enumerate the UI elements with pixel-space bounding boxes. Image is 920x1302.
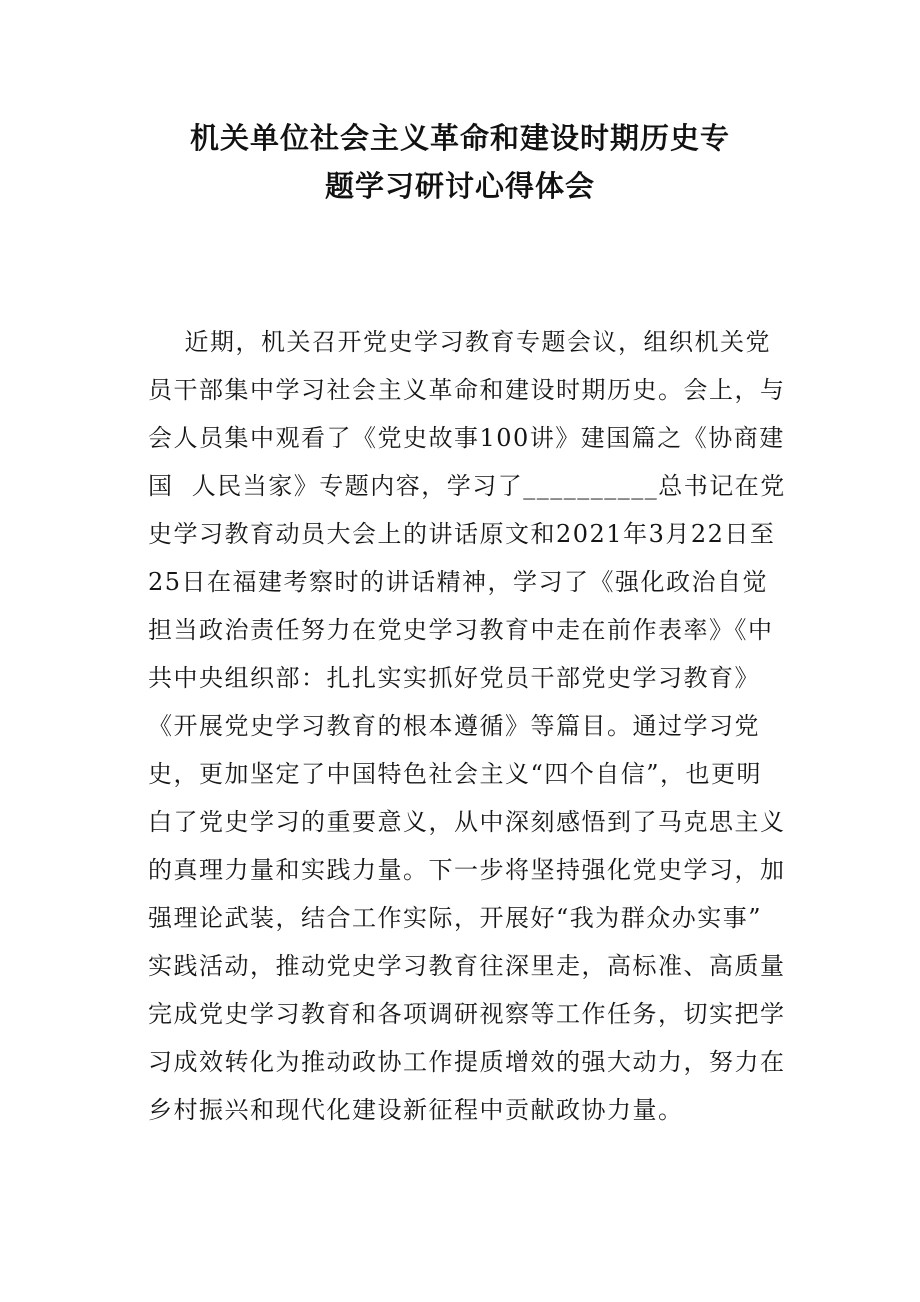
body-line: 会人员集中观看了《党史故事100讲》建国篇之《协商建 — [148, 424, 785, 452]
body-line: 员干部集中学习社会主义革命和建设时期历史。会上，与 — [148, 376, 786, 404]
body-line: 乡村振兴和现代化建设新征程中贡献政协力量。 — [148, 1096, 684, 1124]
body-line: 史，更加坚定了中国特色社会主义“四个自信”，也更明 — [148, 760, 763, 788]
body-line: 完成党史学习教育和各项调研视察等工作任务，切实把学 — [148, 1000, 786, 1028]
body-line: 25日在福建考察时的讲话精神，学习了《强化政治自觉 — [148, 568, 769, 596]
body-line: 国 人民当家》专题内容，学习了__________总书记在党 — [148, 472, 786, 500]
document-title-line-2: 题学习研讨心得体会 — [324, 169, 595, 203]
body-line: 担当政治责任努力在党史学习教育中走在前作表率》《中 — [148, 616, 774, 644]
body-line: 史学习教育动员大会上的讲话原文和2021年3月22日至 — [148, 520, 776, 548]
body-line: 近期，机关召开党史学习教育专题会议，组织机关党 — [148, 328, 772, 356]
body-line: 白了党史学习的重要意义，从中深刻感悟到了马克思主义 — [148, 808, 786, 836]
body-line: 实践活动，推动党史学习教育往深里走，高标准、高质量 — [148, 952, 786, 980]
body-line: 共中央组织部：扎扎实实抓好党员干部党史学习教育》 — [148, 664, 760, 692]
body-line: 习成效转化为推动政协工作提质增效的强大动力，努力在 — [148, 1048, 786, 1076]
body-line: 《开展党史学习教育的根本遵循》等篇目。通过学习党 — [148, 712, 760, 740]
body-line: 强理论武装，结合工作实际，开展好“我为群众办实事” — [148, 904, 763, 932]
body-line: 的真理力量和实践力量。下一步将坚持强化党史学习，加 — [148, 856, 786, 884]
document-title-line-1: 机关单位社会主义革命和建设时期历史专 — [189, 121, 730, 155]
document-body — [148, 318, 786, 1134]
